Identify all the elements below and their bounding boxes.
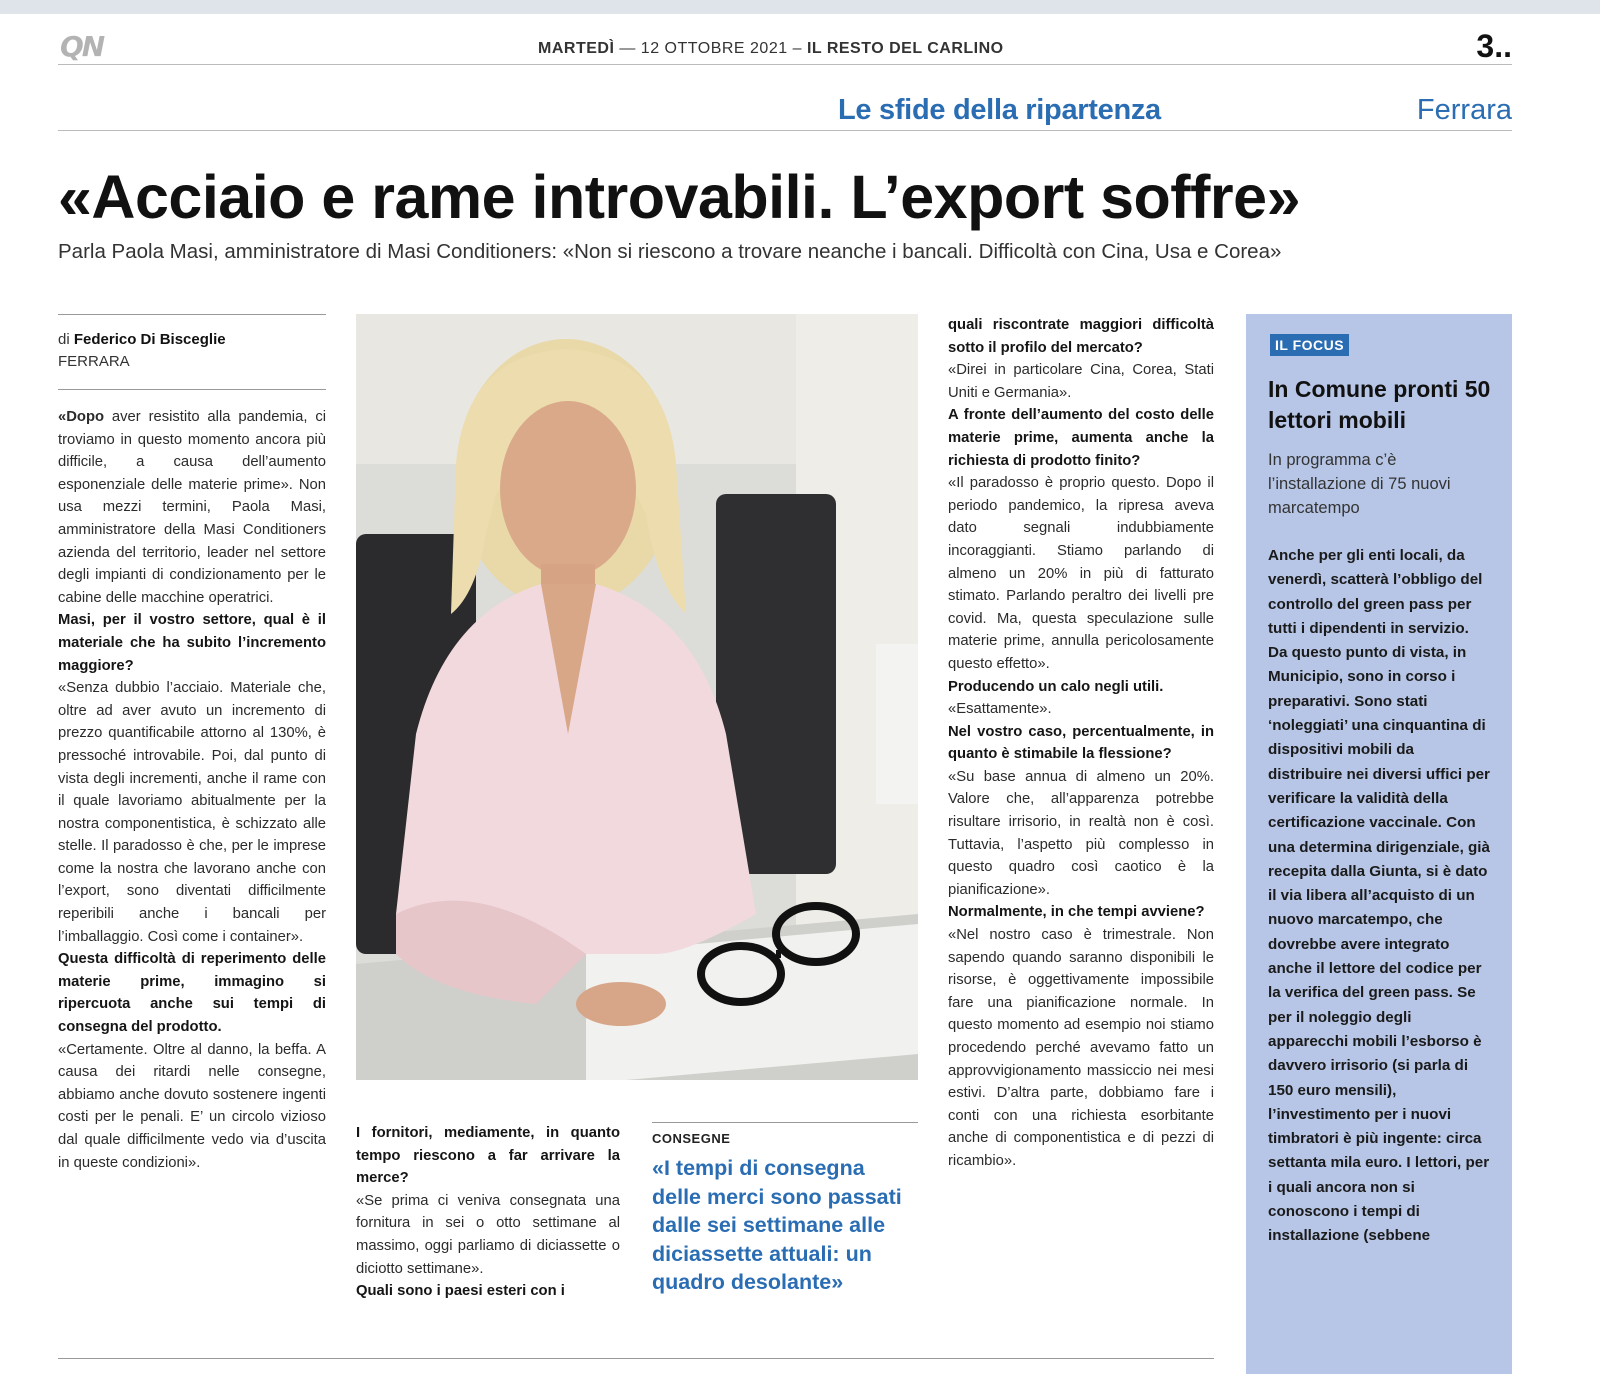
interview-answer: «Certamente. Oltre al danno, la beffa. A causa dei ritardi nelle consegne, abbiamo anche dovuto sostenere ingenti costi per le penali. E’ un circolo vizioso dal quale difficilmente vedo via d’uscita in queste condizioni». — [58, 1041, 326, 1171]
masthead — [58, 28, 1512, 65]
focus-box — [1246, 314, 1512, 1374]
focus-body-lead: Anche — [1268, 547, 1315, 564]
interview-question: Nel vostro caso, percentualmente, in quanto è stimabile la flessione? — [948, 723, 1214, 763]
article-column-2 — [356, 1122, 620, 1303]
focus-title: In Comune pronti 50 lettori mobili — [1268, 376, 1491, 433]
interview-question: Quali sono i paesi esteri con i — [356, 1283, 565, 1300]
dateline-paper: IL RESTO DEL CARLINO — [806, 40, 1004, 57]
focus-subtitle: In programma c’è l’installazione di 75 nuovi marcatempo — [1268, 451, 1451, 517]
article-subheadline: Parla Paola Masi, amministratore di Masi Conditioners: «Non si riescono a trovare neanche i bancali. Difficoltà con Cina, Usa e Corea» — [58, 240, 1282, 263]
interview-answer: «Nel nostro caso è trimestrale. Non sapendo quando saranno disponibili le risorse, è oggettivamente impossibile fare una pianificazione normale. In questo momento ad esempio noi stiamo procedendo perché avevamo fatto un approvvigionamento massiccio nei mesi estivi. D’altra parte, dobbiamo fare i conti con una richiesta esorbitante anche di componentistica e di pezzi di ricambio». — [948, 927, 1214, 1169]
pull-quote-text: «I tempi di consegna delle merci sono passati dalle sei settimane alle diciassette attuali: un quadro desolante» — [652, 1156, 902, 1294]
byline-author: Federico Di Bisceglie — [73, 331, 226, 348]
newspaper-page — [0, 14, 1600, 1388]
page-number: 3.. — [1476, 28, 1512, 64]
interview-question: Masi, per il vostro settore, qual è il materiale che ha subito l’incremento maggiore? — [58, 612, 326, 674]
qn-logo: QN — [60, 30, 104, 63]
dateline — [538, 40, 1004, 58]
focus-tag: IL FOCUS — [1270, 334, 1349, 356]
interview-answer: «Direi in particolare Cina, Corea, Stati Uniti e Germania». — [948, 362, 1214, 401]
byline — [58, 314, 326, 373]
paragraph-lead: «Dopo — [58, 409, 105, 425]
paragraph: aver resistito alla pandemia, ci troviamo in questo momento ancora più difficile, a causa dell’aumento esponenziale delle materie prime». Non usa mezzi termini, Paola Masi, amministratore della Masi Conditioners azienda del territorio, leader nel settore degli impianti di condizionamento per le cabine delle macchine operatrici. — [58, 409, 326, 606]
portrait-illustration — [356, 314, 918, 1080]
byline-location: FERRARA — [58, 353, 130, 370]
article-column-1 — [58, 406, 326, 1174]
interview-question: Normalmente, in che tempi avviene? — [948, 904, 1205, 921]
byline-prefix: di — [58, 331, 70, 348]
interview-question: Producendo un calo negli utili. — [948, 678, 1164, 695]
interview-answer: «Esattamente». — [948, 701, 1052, 718]
focus-body — [1268, 544, 1492, 1249]
interview-answer: «Il paradosso è proprio questo. Dopo il periodo pandemico, la ripresa aveva dato segnali indubbiamente incoraggianti. Stiamo parlando di almeno un 20% in più di fatturato stimato. Parlando peraltro dei livelli pre covid. Ma, questa speculazione sulle materie prime, annulla pericolosamente questo effetto». — [948, 475, 1214, 672]
interview-answer: «Se prima ci veniva consegnata una fornitura in sei o otto settimane al massimo, oggi parliamo di diciassette o diciotto settimane». — [356, 1192, 620, 1277]
bottom-divider — [58, 1358, 1214, 1359]
interview-question: quali riscontrate maggiori difficoltà sotto il profilo del mercato? — [948, 317, 1214, 356]
section-city: Ferrara — [1416, 94, 1512, 126]
pull-quote-tag: CONSEGNE — [652, 1131, 731, 1146]
interview-answer: «Su base annua di almeno un 20%. Valore che, all’apparenza potrebbe risultare irrisorio, in realtà non è così. Tuttavia, l’aspetto più complesso in questo quadro così caotico è la pianificazione». — [948, 768, 1214, 898]
interview-answer: «Senza dubbio l’acciaio. Materiale che, oltre ad aver avuto un incremento di prezzo quantificabile attorno al 130%, è pressoché introvabile. Poi, dal punto di vista degli incrementi, anche il rame con il quale lavoriamo abitualmente per la nostra componentistica, è schizzato alle stelle. Il paradosso è che, per le imprese come la nostra che lavorano anche con l’export, sono diventati difficilmente reperibili anche i bancali per l’imballaggio. Così come i container». — [58, 680, 326, 945]
interview-question: Questa difficoltà di reperimento delle materie prime, immagino si ripercuota anche sui tempi di consegna del prodotto. — [58, 951, 326, 1036]
interview-question: I fornitori, mediamente, in quanto tempo riescono a far arrivare la merce? — [356, 1125, 620, 1187]
dateline-separator: – — [792, 40, 802, 57]
section-title: Le sfide della ripartenza — [838, 94, 1161, 126]
focus-body-text: per gli enti locali, da venerdì, scatterà l’obbligo del controllo del green pass per tutti i dipendenti in servizio. Da questo punto di vista, in Municipio, sono in corso i preparativi. Sono stati ‘noleggiati’ una cinquantina di dispositivi mobili da distribuire nei diversi uffici per verificare la validità della certificazione vaccinale. Con una determina dirigenziale, già recepita dalla Giunta, si è dato il via libera all’acquisto di un nuovo marcatempo, che dovrebbe avere integrato anche il lettore del codice per la verifica del green pass. Se per il noleggio degli apparecchi mobili l’esborso è davvero irrisorio (si parla di 150 euro mensili), l’investimento per i nuovi timbratori è più ingente: circa settanta mila euro. I lettori, per i quali ancora non si conoscono i tempi di installazione (sebbene — [1268, 547, 1490, 1245]
section-row — [58, 84, 1512, 131]
dateline-date: 12 OTTOBRE 2021 — [640, 40, 788, 57]
pull-quote — [652, 1122, 918, 1297]
portrait-photo — [356, 314, 918, 1080]
dateline-day: MARTEDÌ — [538, 40, 615, 57]
dateline-separator: — — [619, 40, 636, 57]
article-column-3 — [948, 314, 1214, 1173]
article-headline: «Acciaio e rame introvabili. L’export soffre» — [58, 163, 1300, 231]
interview-question: A fronte dell’aumento del costo delle materie prime, aumenta anche la richiesta di prodotto finito? — [948, 407, 1214, 469]
byline-divider — [58, 389, 326, 390]
